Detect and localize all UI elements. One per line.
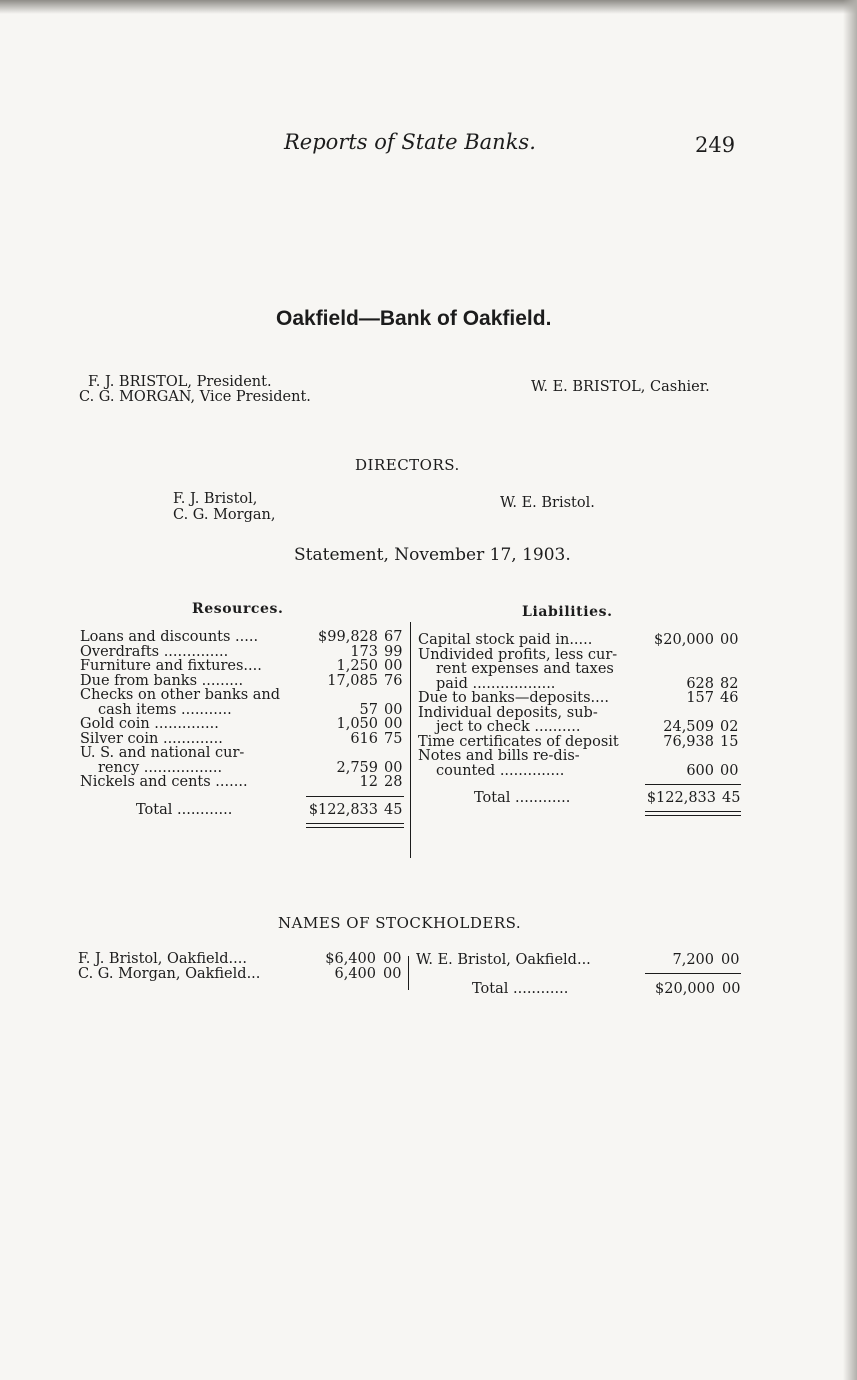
total-cents: 45 (384, 802, 403, 818)
stockholder-name: F. J. Bristol, Oakfield.... (78, 951, 247, 967)
column-divider (410, 622, 411, 858)
row-dollars: 24,509 (663, 719, 714, 735)
row-label: paid .................. (436, 675, 556, 692)
row-cents: 00 (384, 658, 403, 674)
row-label: Checks on other banks and (80, 687, 281, 703)
stockholder-cents: 00 (383, 966, 402, 982)
row-cents: 15 (720, 733, 739, 750)
row-label: rent expenses and taxes (436, 661, 614, 677)
row-dollars: $20,000 (654, 632, 714, 648)
president: F. J. BRISTOL, President. (88, 374, 272, 390)
cashier: W. E. BRISTOL, Cashier. (531, 379, 710, 395)
row-dollars: 12 (359, 774, 378, 790)
row-dollars: 616 (350, 730, 378, 747)
subtotal-rule (306, 796, 404, 797)
row-label: Loans and discounts ..... (80, 629, 259, 645)
row-label: Time certificates of deposit (418, 733, 619, 750)
statement-title: Statement, November 17, 1903. (294, 545, 571, 565)
row-label: Due to banks—deposits.... (418, 690, 609, 706)
stockholder-dollars: $6,400 (325, 951, 376, 967)
scan-edge-right (843, 0, 857, 1380)
row-label: Furniture and fixtures.... (80, 658, 262, 674)
row-cents: 00 (384, 716, 403, 732)
liabilities-heading: Liabilities. (522, 604, 613, 620)
row-label: rency ................. (98, 759, 223, 776)
resources-heading: Resources. (192, 601, 284, 617)
row-label: Silver coin ............. (80, 730, 223, 747)
row-cents: 28 (384, 774, 403, 790)
row-cents: 75 (384, 730, 403, 747)
director-name: F. J. Bristol, (173, 491, 258, 507)
row-cents: 76 (384, 672, 403, 689)
row-cents: 00 (720, 632, 739, 648)
row-cents: 46 (720, 690, 739, 706)
directors-heading: DIRECTORS. (355, 456, 460, 474)
total-dollars: $122,833 (646, 790, 716, 806)
row-label: Notes and bills re-dis- (418, 748, 580, 764)
row-cents: 00 (720, 762, 739, 779)
total-dollars: $122,833 (308, 802, 378, 818)
row-label: Overdrafts .............. (80, 643, 229, 660)
row-cents: 67 (384, 629, 403, 645)
row-label: U. S. and national cur- (80, 745, 245, 761)
row-dollars: 57 (359, 701, 378, 718)
stockholder-cents: 00 (383, 951, 402, 967)
row-cents: 00 (384, 701, 403, 718)
total-double-rule (645, 811, 741, 816)
page-number: 249 (695, 133, 736, 157)
stockholders-subtotal-rule (645, 973, 741, 974)
total-label: Total ............ (474, 790, 571, 806)
row-dollars: 1,250 (336, 658, 378, 674)
row-dollars: 2,759 (336, 759, 378, 776)
stockholder-name: C. G. Morgan, Oakfield... (78, 966, 261, 982)
scan-edge-top (0, 0, 857, 14)
row-label: counted .............. (436, 762, 565, 779)
director-name: W. E. Bristol. (500, 495, 595, 511)
total-label: Total ............ (136, 802, 233, 818)
row-dollars: 173 (350, 643, 378, 660)
row-dollars: 1,050 (336, 716, 378, 732)
total-cents: 45 (722, 790, 741, 806)
stockholders-divider (408, 956, 409, 990)
stockholder-name: W. E. Bristol, Oakfield... (416, 952, 591, 968)
running-title: Reports of State Banks. (284, 130, 536, 154)
row-label: cash items ........... (98, 701, 232, 718)
row-label: Capital stock paid in..... (418, 632, 593, 648)
row-dollars: $99,828 (318, 629, 378, 645)
total-double-rule (306, 823, 404, 828)
stockholders-heading: NAMES OF STOCKHOLDERS. (278, 914, 522, 932)
total-cents: 00 (722, 981, 741, 997)
bank-title: Oakfield—Bank of Oakfield. (276, 307, 552, 330)
stockholder-dollars: 6,400 (334, 966, 376, 982)
stockholder-dollars: 7,200 (672, 952, 714, 968)
row-cents: 82 (720, 675, 739, 692)
row-label: Undivided profits, less cur- (418, 646, 618, 663)
subtotal-rule (645, 784, 741, 785)
row-label: Nickels and cents ....... (80, 774, 248, 790)
row-label: Due from banks ......... (80, 672, 244, 689)
row-cents: 02 (720, 719, 739, 735)
row-dollars: 76,938 (663, 733, 714, 750)
row-dollars: 17,085 (327, 672, 378, 689)
row-cents: 99 (384, 643, 403, 660)
row-dollars: 628 (686, 675, 714, 692)
director-name: C. G. Morgan, (173, 507, 276, 523)
row-label: Gold coin .............. (80, 716, 219, 732)
total-dollars: $20,000 (655, 981, 715, 997)
vice-president: C. G. MORGAN, Vice President. (79, 389, 311, 405)
row-label: Individual deposits, sub- (418, 704, 598, 721)
row-cents: 00 (384, 759, 403, 776)
total-label: Total ............ (472, 981, 569, 997)
stockholder-cents: 00 (721, 952, 740, 968)
row-dollars: 157 (686, 690, 714, 706)
row-dollars: 600 (686, 762, 714, 779)
row-label: ject to check .......... (436, 719, 581, 735)
